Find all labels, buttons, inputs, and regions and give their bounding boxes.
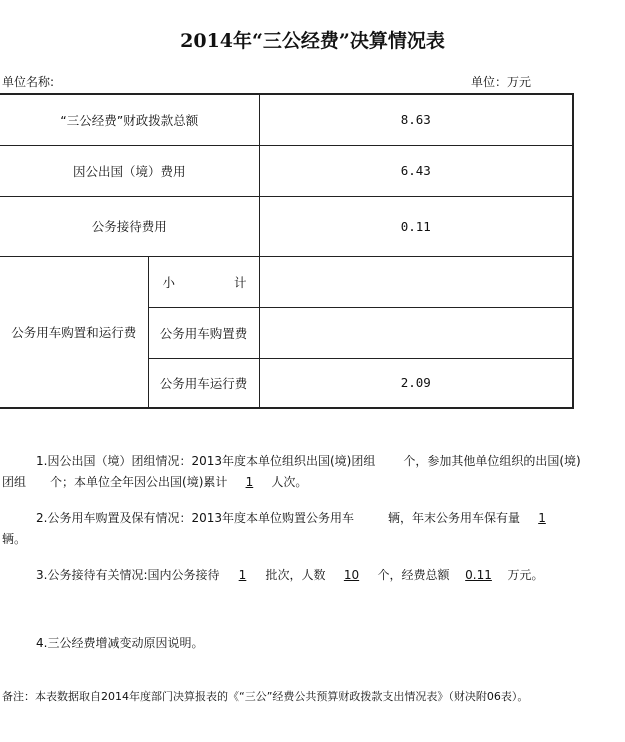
blank-abroad-persons: 1 [245, 475, 254, 489]
table-row [0, 196, 573, 256]
blank-reception-amount: 0.11 [465, 568, 492, 582]
subtotal-left: 小 [162, 274, 176, 290]
table-row [0, 145, 573, 196]
para-abroad-groups: 1.因公出国（境）团组情况：2013年度本单位组织出国(境)团组 个，参加其他单位组织的出国(境)团组 个；本单位全年因公出国(境)累计 1 人次。 [2, 451, 587, 493]
unit-label: 单位：万元 [471, 75, 532, 89]
table-row [0, 256, 573, 307]
operation-value: 2.09 [259, 358, 573, 408]
para-vehicles: 2.公务用车购置及保有情况：2013年度本单位购置公务用车 辆，年末公务用车保有量 1辆。 [2, 508, 587, 550]
table-row [0, 94, 573, 145]
reception-label: 公务接待费用 [0, 196, 259, 256]
unit-name-label: 单位名称: [2, 75, 55, 89]
page-title: 2014年“三公经费”决算情况表 [180, 30, 445, 52]
para-change-reason: 4.三公经费增减变动原因说明。 [36, 636, 204, 650]
operation-label: 公务用车运行费 [148, 358, 259, 408]
subtotal-label [148, 256, 259, 307]
blank-reception-batches: 1 [238, 568, 247, 582]
abroad-label: 因公出国（境）费用 [0, 145, 259, 196]
blank-reception-persons: 10 [343, 568, 360, 582]
expense-table [0, 93, 574, 409]
blank-vehicles-held: 1 [538, 511, 546, 525]
para-reception: 3.公务接待有关情况:国内公务接待 1 批次，人数 10 个，经费总额 0.11 万元。 [2, 565, 587, 586]
purchase-value [259, 307, 573, 358]
abroad-value: 6.43 [259, 145, 573, 196]
footnote: 备注：本表数据取自2014年度部门决算报表的《“三公”经费公共预算财政拨款支出情况表》（财决附06表）。 [2, 690, 529, 703]
purchase-label: 公务用车购置费 [148, 307, 259, 358]
subtotal-value [259, 256, 573, 307]
subtotal-right: 计 [233, 274, 247, 290]
reception-value: 0.11 [259, 196, 573, 256]
vehicle-label: 公务用车购置和运行费 [0, 256, 148, 408]
total-value: 8.63 [259, 94, 573, 145]
total-label: “三公经费”财政拨款总额 [0, 94, 259, 145]
